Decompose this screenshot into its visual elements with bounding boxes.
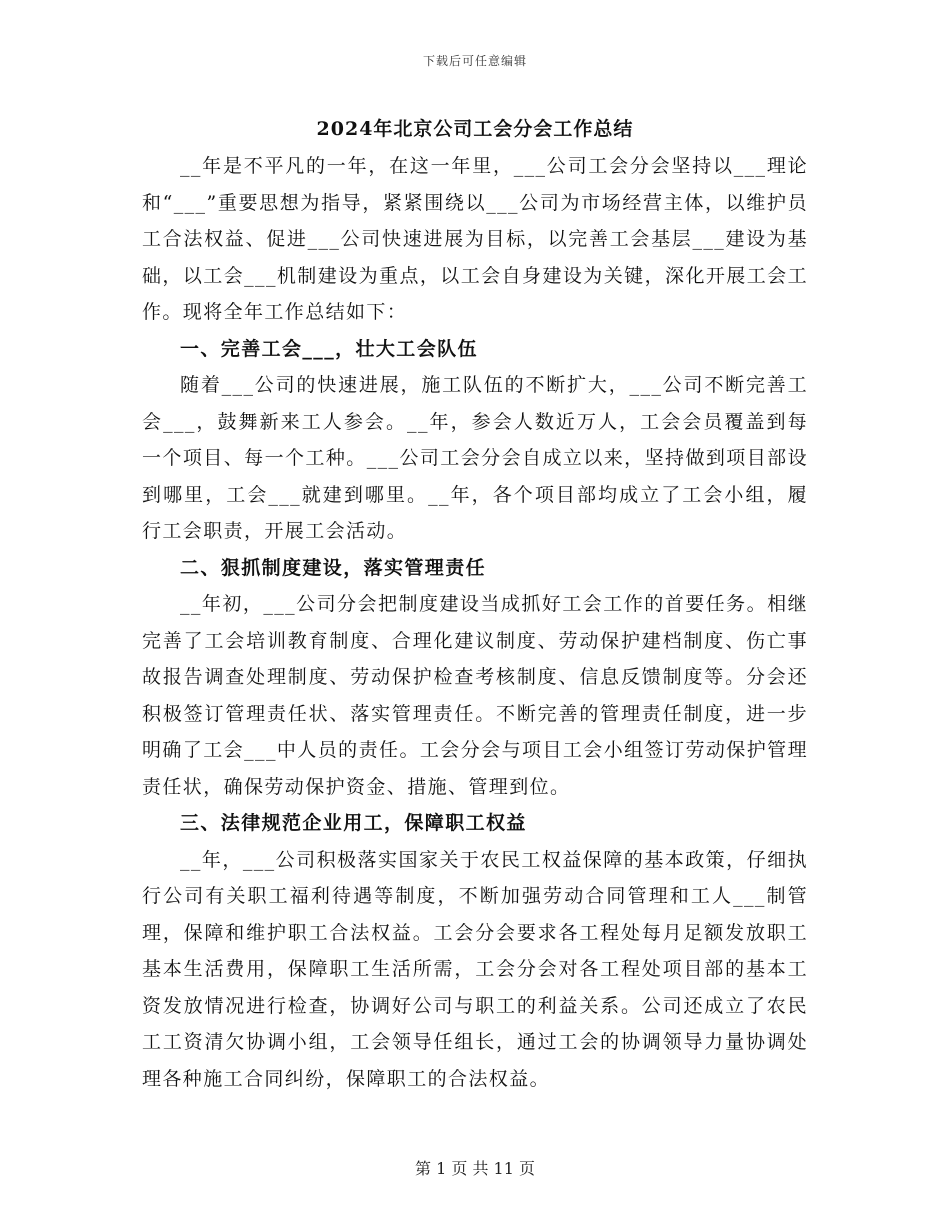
section-2-heading: 二、狠抓制度建设，落实管理责任 [180,556,487,579]
section-1-heading: 一、完善工会___，壮大工会队伍 [180,337,478,360]
page-header-note: 下载后可任意编辑 [422,54,527,68]
document-title: 2024年北京公司工会分会工作总结 [316,118,634,140]
section-1-paragraph: 随着___公司的快速进展，施工队伍的不断扩大，___公司不断完善工会___，鼓舞新来工人参会。__年，参会人数近万人，工会会员覆盖到每一个项目、每一个工种。___公司工会分会自成立以来，坚持做到项目部设到哪里，工会___就建到哪里。__年，各个项目部均成立了工会小组，履行工会职责，开展工会活动。 [142,374,808,542]
section-3-heading: 三、法律规范企业用工，保障职工权益 [180,812,527,834]
section-3-paragraph: __年，___公司积极落实国家关于农民工权益保障的基本政策，仔细执行公司有关职工福利待遇等制度，不断加强劳动合同管理和工人___制管理，保障和维护职工合法权益。工会分会要求各工程处每月足额发放职工基本生活费用，保障职工生活所需，工会分会对各工程处项目部的基本工资发放情况进行检查，协调好公司与职工的利益关系。公司还成立了农民工工资清欠协调小组，工会领导任组长，通过工会的协调领导力量协调处理各种施工合同纠纷，保障职工的合法权益。 [142,848,808,1090]
section-2-paragraph: __年初，___公司分会把制度建设当成抓好工会工作的首要任务。相继完善了工会培训教育制度、合理化建议制度、劳动保护建档制度、伤亡事故报告调查处理制度、劳动保护检查考核制度、信息反馈制度等。分会还积极签订管理责任状、落实管理责任。不断完善的管理责任制度，进一步明确了工会___中人员的责任。工会分会与项目工会小组签订劳动保护管理责任状，确保劳动保护资金、措施、管理到位。 [142,593,808,798]
intro-paragraph: __年是不平凡的一年，在这一年里，___公司工会分会坚持以___理论和“___”重要思想为指导，紧紧围绕以___公司为市场经营主体，以维护员工合法权益、促进___公司快速进展为目标，以完善工会基层___建设为基础，以工会___机制建设为重点，以工会自身建设为关键，深化开展工会工作。现将全年工作总结如下： [142,155,808,323]
page-footer: 第 1 页 共 11 页 [415,1159,535,1178]
document-body [142,148,808,1097]
